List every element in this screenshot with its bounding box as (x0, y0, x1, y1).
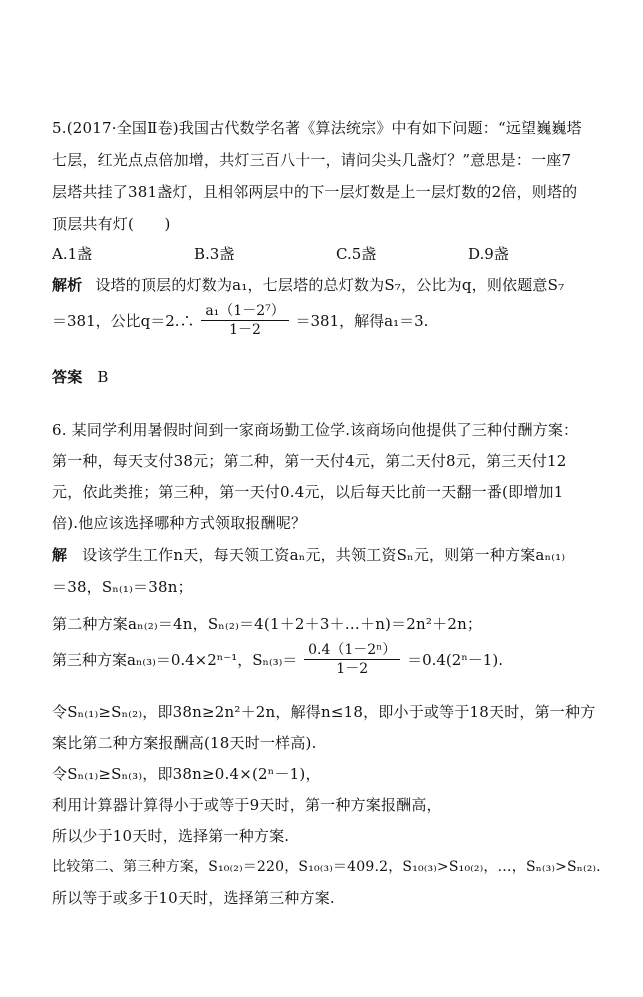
solution-line11: 所以等于或多于10天时，选择第三种方案. (52, 889, 335, 907)
solution-line8: 利用计算器计算得小于或等于9天时，第一种方案报酬高， (52, 796, 442, 814)
problem5-line4: 顶层共有灯( ) (52, 215, 171, 233)
problem6-line4: 倍).他应该选择哪种方式领取报酬呢？ (52, 514, 307, 532)
solution-line4-suffix: ＝0.4(2ⁿ－1). (407, 651, 503, 669)
fraction-numerator: 0.4（1－2ⁿ） (304, 641, 400, 660)
problem6-line1: 6. 某同学利用暑假时间到一家商场勤工俭学.该商场向他提供了三种付酬方案： (52, 421, 579, 439)
solution-line1 (52, 545, 565, 565)
solution-fraction (304, 641, 400, 678)
solution-line10: 比较第二、第三种方案，S₁₀₍₂₎＝220，S₁₀₍₃₎＝409.2，S₁₀₍₃₎>S₁₀₍₂₎，…，Sₙ₍₃₎>Sₙ₍₂₎. (52, 859, 601, 875)
option-d: D.9盏 (468, 245, 509, 263)
problem6-line2: 第一种，每天支付38元；第二种，第一天付4元，第二天付8元，第三天付12 (52, 452, 567, 470)
analysis-label: 解析 (52, 276, 83, 294)
solution-line2: ＝38，Sₙ₍₁₎＝38n； (52, 578, 193, 596)
answer-value: B (97, 368, 109, 386)
solution-text: 设该学生工作n天，每天领工资aₙ元，共领工资Sₙ元，则第一种方案aₙ₍₁₎ (82, 546, 566, 564)
solution-line3: 第二种方案aₙ₍₂₎＝4n，Sₙ₍₂₎＝4(1＋2＋3＋…＋n)＝2n²＋2n； (52, 615, 483, 633)
answer-label: 答案 (52, 368, 83, 386)
solution-line9: 所以少于10天时，选择第一种方案. (52, 827, 290, 845)
solution-line6: 案比第二种方案报酬高(18天时一样高). (52, 734, 317, 752)
problem5-line3: 层塔共挂了381盏灯，且相邻两层中的下一层灯数是上一层灯数的2倍，则塔的 (52, 183, 578, 201)
solution-line4-prefix: 第三种方案aₙ₍₃₎＝0.4×2ⁿ⁻¹，Sₙ₍₃₎＝ (52, 651, 298, 669)
option-a: A.1盏 (52, 245, 93, 263)
analysis-line2 (52, 302, 428, 339)
analysis-line2-suffix: ＝381，解得a₁＝3. (295, 312, 429, 330)
option-c: C.5盏 (336, 245, 377, 263)
fraction-denominator: 1－2 (336, 661, 369, 677)
analysis-line1 (52, 275, 564, 295)
option-b: B.3盏 (194, 245, 235, 263)
problem6-line3: 元，依此类推；第三种，第一天付0.4元，以后每天比前一天翻一番(即增加1 (52, 483, 564, 501)
problem5-line2: 七层，红光点点倍加增，共灯三百八十一，请问尖头几盏灯？”意思是：一座7 (52, 151, 572, 169)
analysis-text: 设塔的顶层的灯数为a₁，七层塔的总灯数为S₇，公比为q，则依题意S₇ (95, 276, 565, 294)
analysis-line2-prefix: ＝381，公比q＝2.∴ (52, 312, 195, 330)
solution-line4 (52, 641, 503, 678)
solution-label: 解 (52, 546, 68, 564)
fraction-denominator: 1－2 (229, 322, 261, 338)
solution-line7: 令Sₙ₍₁₎≥Sₙ₍₃₎，即38n≥0.4×(2ⁿ－1)， (52, 765, 321, 783)
answer-options (52, 243, 612, 265)
solution-line5: 令Sₙ₍₁₎≥Sₙ₍₂₎，即38n≥2n²＋2n，解得n≤18，即小于或等于18天时，第一种方 (52, 703, 596, 721)
analysis-fraction (201, 302, 288, 339)
answer-line (52, 367, 109, 387)
problem5-line1: 5.(2017·全国Ⅱ卷)我国古代数学名著《算法统宗》中有如下问题：“远望巍巍塔 (52, 119, 582, 137)
fraction-numerator: a₁（1－2⁷） (201, 302, 288, 321)
